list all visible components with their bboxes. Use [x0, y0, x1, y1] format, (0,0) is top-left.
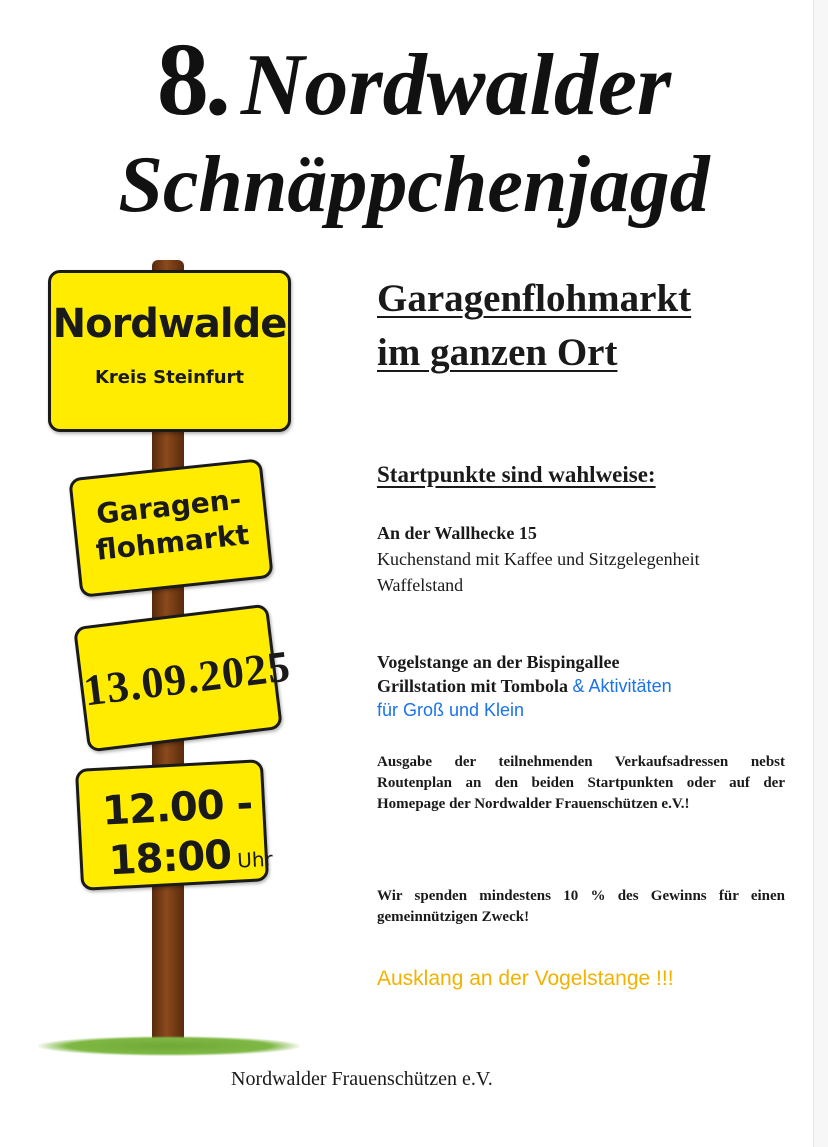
location-1-detail-2: Waffelstand: [377, 575, 464, 595]
location-2-detail: Grillstation mit Tombola: [377, 676, 569, 696]
headline-line-1: Garagenflohmarkt: [377, 277, 692, 320]
time-start: 12.00 -: [101, 780, 254, 835]
donation-info: Wir spenden mindestens 10 % des Gewinns für einen gemeinnützigen Zweck!: [377, 888, 785, 925]
flea-market-sign: [68, 458, 273, 598]
location-2-name: Vogelstange an der Bispingallee: [377, 652, 620, 672]
flea-sign-line-2: flohmarkt: [94, 517, 251, 567]
title-town-word: Nordwalder: [240, 37, 672, 134]
location-1-detail-1: Kuchenstand mit Kaffee und Sitzgelegenheit: [377, 549, 700, 569]
location-1-name: An der Wallhecke 15: [377, 523, 537, 543]
headline-line-2: im ganzen Ort: [377, 331, 618, 374]
town-sign: [48, 270, 291, 432]
title-edition-number: 8.: [156, 22, 227, 137]
town-sign-name: Nordwalde: [52, 301, 287, 347]
start-location-1: [377, 520, 700, 598]
title-line-2: Schnäppchenjagd: [118, 141, 710, 229]
location-2-activities: & Aktivitäten: [572, 676, 672, 696]
start-points-heading: Startpunkte sind wahlweise:: [377, 462, 656, 487]
date-sign: [73, 604, 294, 753]
title-line-1: [0, 20, 828, 139]
time-sign: [75, 759, 274, 891]
start-location-2: [377, 650, 672, 722]
headline: [377, 272, 691, 380]
town-sign-district: Kreis Steinfurt: [94, 367, 245, 388]
time-unit: Uhr: [236, 846, 274, 873]
flea-sign-line-1: Garagen-: [94, 482, 243, 531]
location-2-audience: für Groß und Klein: [377, 700, 525, 720]
date-sign-text: 13.09.2025: [80, 641, 294, 716]
organizer-footer: Nordwalder Frauenschützen e.V.: [231, 1068, 493, 1090]
closing-note: Ausklang an der Vogelstange !!!: [377, 967, 674, 990]
grass-patch: [38, 1036, 300, 1056]
addresses-info: Ausgabe der teilnehmenden Verkaufsadressen nebst Routenplan an den beiden Startpunkten oder auf der Homepage der Nordwalder Frauenschützen e.V.!: [377, 754, 785, 812]
time-end: 18:00: [107, 831, 233, 885]
